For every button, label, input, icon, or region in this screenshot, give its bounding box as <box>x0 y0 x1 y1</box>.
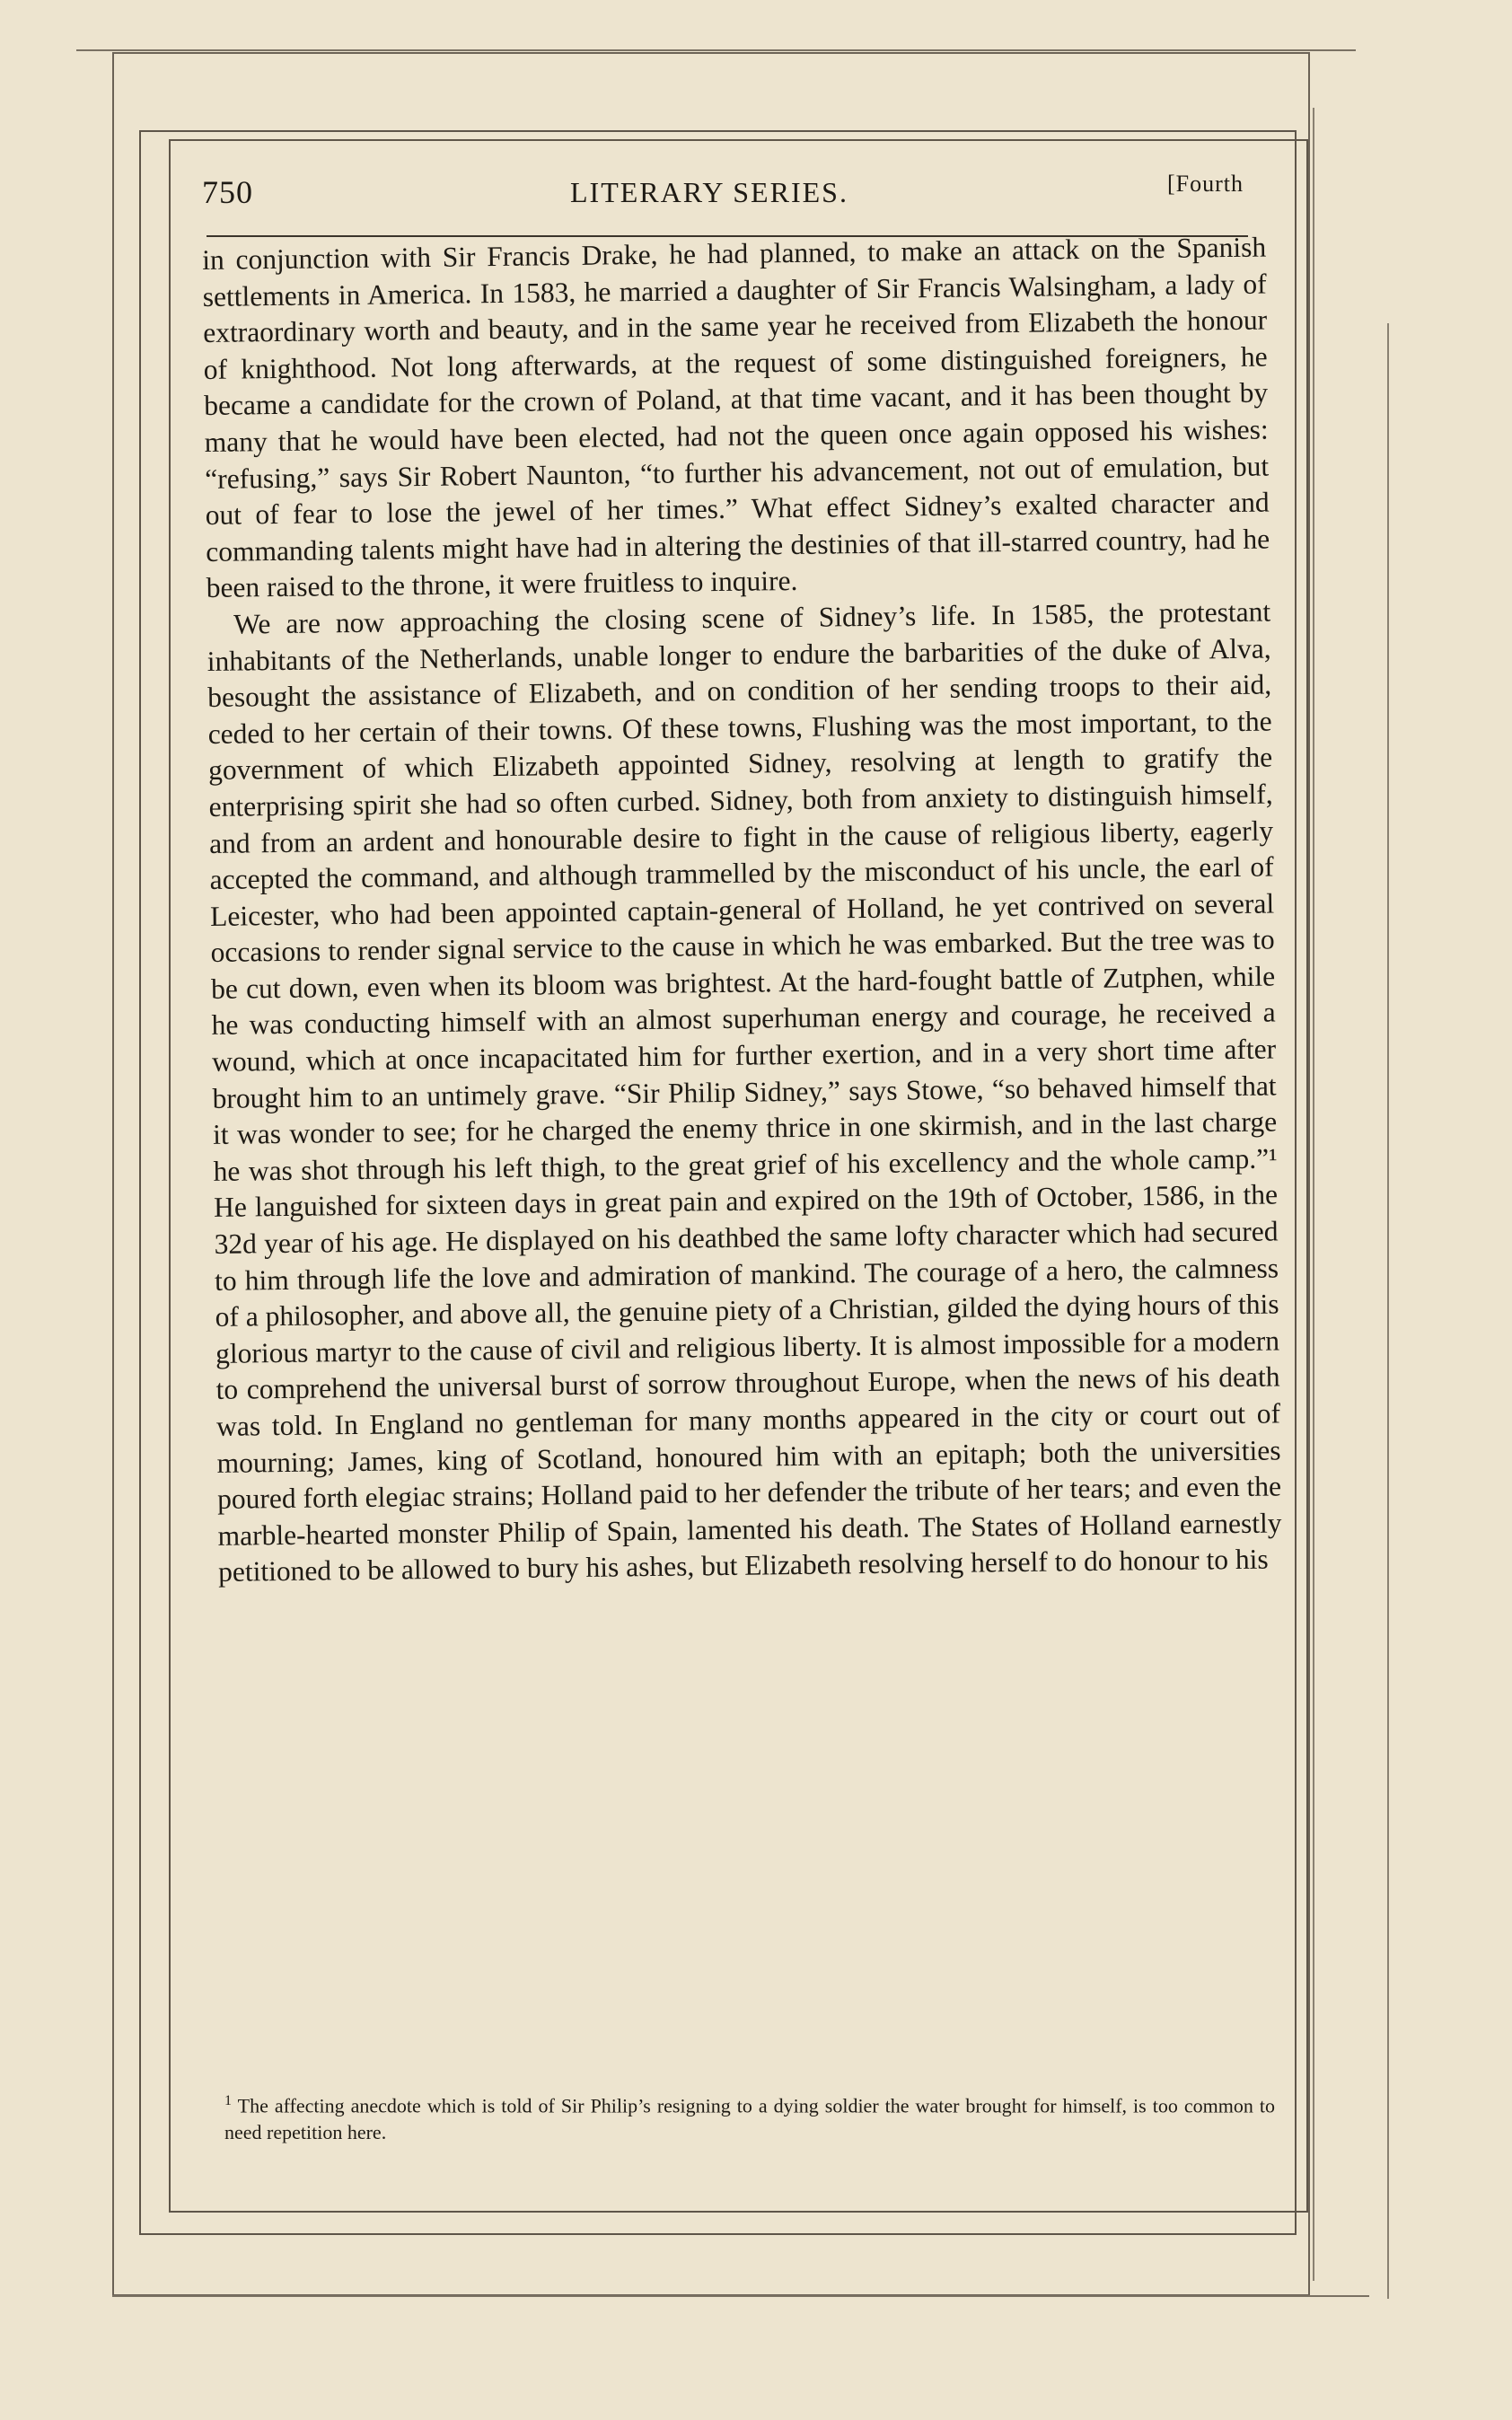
running-header <box>184 169 1244 214</box>
footnote <box>224 2088 1275 2146</box>
section-mark: [Fourth <box>1167 171 1244 197</box>
right-margin-rule-outer <box>1387 323 1389 2299</box>
right-margin-rule <box>1313 108 1314 2281</box>
paragraph: in conjunction with Sir Francis Drake, he had planned, to make an attack on the Spanish settlements in America. In 1583, he married a daughter of Sir Francis Walsingham, a lady of extraordinary worth and beauty, and in the same year he received from Elizabeth the honour of knighthood. Not long afterwards, at the request of some distinguished foreigners, he became a candidate for the crown of Poland, at that time vacant, and it has been thought by many that he would have been elected, had not the queen once again opposed his wishes: “refusing,” says Sir Robert Naunton, “to further his advancement, not out of emulation, but out of fear to lose the jewel of her times.” What effect Sidney’s exalted character and commanding talents might have had in altering the destinies of that ill-starred country, had he been raised to the throne, it were fruitless to inquire. <box>202 231 1270 604</box>
page-border-top-rule <box>76 49 1356 51</box>
footnote-mark: 1 <box>224 2093 232 2108</box>
body-text <box>202 230 1282 1591</box>
page-number: 750 <box>202 174 253 210</box>
footnote-text: The affecting anecdote which is told of Sir Philip’s resigning to a dying soldier the water brought for himself, is too common to need repetition here. <box>224 2094 1275 2144</box>
series-title: LITERARY SERIES. <box>570 176 848 208</box>
paragraph: We are now approaching the closing scene of Sidney’s life. In 1585, the protestant inhabitants of the Netherlands, unable longer to endure the barbarities of the duke of Alva, besought the assistance of Elizabeth, and on condition of her sending troops to their aid, ceded to her certain of their towns. Of these towns, Flushing was the most important, to the government of which Elizabeth appointed Sidney, resolving at length to gratify the enterprising spirit she had so often curbed. Sidney, both from anxiety to distinguish himself, and from an ardent and honourable desire to fight in the cause of religious liberty, eagerly accepted the command, and although trammelled by the misconduct of his uncle, the earl of Leicester, who had been appointed captain-general of Holland, he yet contrived on several occasions to render signal service to the cause in which he was embarked. But the tree was to be cut down, even when its bloom was brightest. At the hard-fought battle of Zutphen, while he was conducting himself with an almost superhuman energy and courage, he received a wound, which at once incapacitated him for further exertion, and in a very short time after brought him to an untimely grave. “Sir Philip Sidney,” says Stowe, “so behaved himself that it was wonder to see; for he charged the enemy thrice in one skirmish, and in the last charge he was shot through his left thigh, to the great grief of his excellency and the whole camp.”¹ He languished for sixteen days in great pain and expired on the 19th of October, 1586, in the 32d year of his age. He displayed on his deathbed the same lofty character which had secured to him through life the love and admiration of mankind. The courage of a hero, the calmness of a philosopher, and above all, the genuine piety of a Christian, gilded the dying hours of this glorious martyr to the cause of civil and religious liberty. It is almost impossible for a modern to comprehend the universal burst of sorrow throughout Europe, when the news of his death was told. In England no gentleman for many months appeared in the city or court out of mourning; James, king of Scotland, honoured him with an epitaph; both the universities poured forth elegiac strains; Holland paid to her defender the tribute of her tears; and even the marble-hearted monster Philip of Spain, lamented his death. The States of Holland earnestly petitioned to be allowed to bury his ashes, but Elizabeth resolving herself to do honour to his <box>207 595 1282 1588</box>
page-border-bottom-rule <box>112 2295 1369 2297</box>
